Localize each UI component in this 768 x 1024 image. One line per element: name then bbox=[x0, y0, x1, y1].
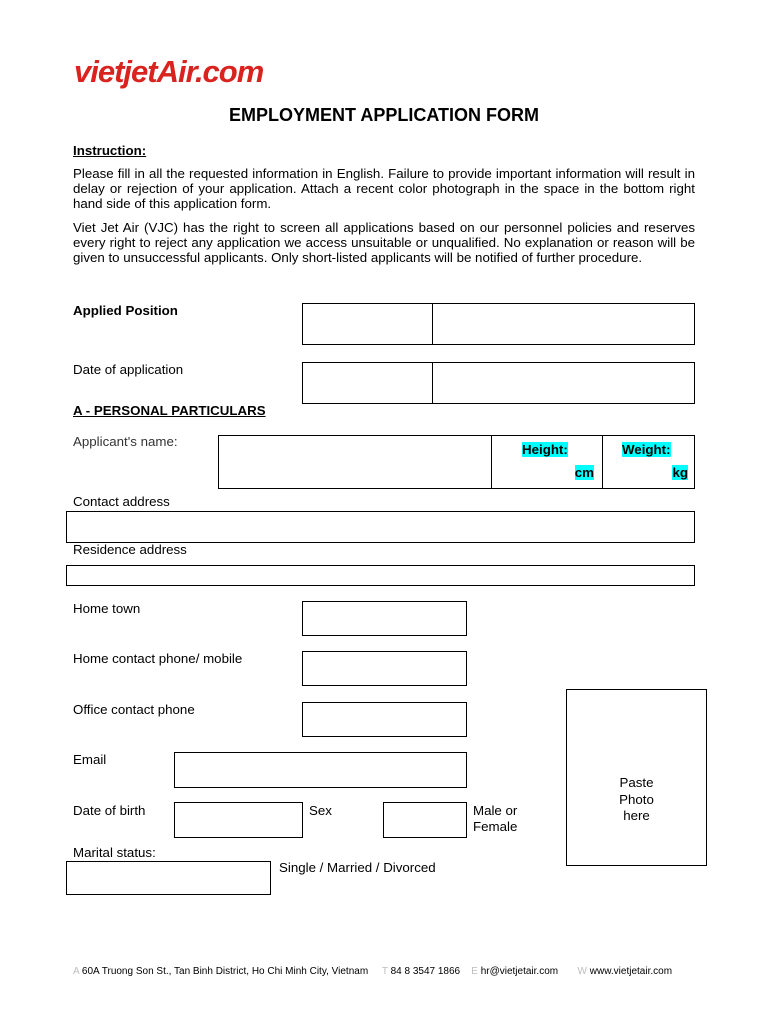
photo-box[interactable] bbox=[566, 689, 707, 866]
footer-phone-key: T bbox=[381, 966, 388, 977]
footer-address: 60A Truong Son St., Tan Binh District, Ho Chi Minh City, Vietnam bbox=[81, 966, 369, 977]
date-of-application-field-2[interactable] bbox=[432, 362, 695, 404]
home-phone-label: Home contact phone/ mobile bbox=[73, 651, 243, 666]
form-title: EMPLOYMENT APPLICATION FORM bbox=[229, 105, 539, 125]
cm-unit-label: cm bbox=[574, 465, 594, 480]
footer-email-key: E bbox=[471, 966, 478, 977]
office-phone-label: Office contact phone bbox=[73, 702, 195, 717]
photo-text-line-1: Paste bbox=[619, 775, 654, 790]
home-phone-field[interactable] bbox=[302, 651, 467, 686]
applied-position-label: Applied Position bbox=[73, 303, 178, 318]
marital-status-label: Marital status: bbox=[73, 845, 156, 860]
marital-status-options: Single / Married / Divorced bbox=[279, 860, 436, 875]
instruction-paragraph-1: Please fill in all the requested information in English. Failure to provide important information will result in delay or rejection of your application. Attach a recent color photograph in the space in the bottom right hand side of this application form. bbox=[73, 166, 695, 211]
residence-address-field[interactable] bbox=[66, 565, 695, 586]
email-field[interactable] bbox=[174, 752, 467, 788]
photo-text-line-2: Photo bbox=[619, 791, 654, 807]
weight-field[interactable] bbox=[602, 435, 695, 489]
date-of-application-field-1[interactable] bbox=[302, 362, 433, 404]
email-label: Email bbox=[73, 752, 107, 767]
date-of-application-label: Date of application bbox=[73, 362, 184, 377]
date-of-birth-field[interactable] bbox=[174, 802, 303, 838]
home-town-field[interactable] bbox=[302, 601, 467, 636]
height-label: Height: bbox=[522, 442, 568, 457]
footer-web[interactable]: www.vietjetair.com bbox=[589, 966, 673, 977]
applicant-name-label: Applicant's name: bbox=[73, 434, 178, 449]
applied-position-field[interactable] bbox=[432, 303, 695, 345]
sex-options-line-2: Female bbox=[473, 819, 518, 834]
sex-field[interactable] bbox=[383, 802, 467, 838]
contact-address-field[interactable] bbox=[66, 511, 695, 543]
home-town-label: Home town bbox=[73, 601, 141, 616]
footer-email[interactable]: hr@vietjetair.com bbox=[480, 966, 559, 977]
applied-position-code-field[interactable] bbox=[302, 303, 433, 345]
footer-phone: 84 8 3547 1866 bbox=[390, 966, 461, 977]
residence-address-label: Residence address bbox=[73, 542, 187, 557]
section-a-heading: A - PERSONAL PARTICULARS bbox=[73, 403, 266, 418]
sex-label: Sex bbox=[309, 803, 332, 818]
marital-status-field[interactable] bbox=[66, 861, 271, 895]
sex-options-line-1: Male or bbox=[473, 803, 518, 818]
instruction-paragraph-2: Viet Jet Air (VJC) has the right to screen all applications based on our personnel policies and reserves every right to reject any application we access unsuitable or unqualified. No explanation or reason will be given to unsuccessful applicants. Only short-listed applicants will be notified of further procedure. bbox=[73, 220, 695, 265]
applicant-name-field[interactable] bbox=[218, 435, 492, 489]
office-phone-field[interactable] bbox=[302, 702, 467, 737]
footer-web-key: W bbox=[577, 966, 587, 977]
weight-label: Weight: bbox=[622, 442, 671, 457]
instruction-heading: Instruction: bbox=[73, 143, 147, 158]
height-field[interactable] bbox=[491, 435, 603, 489]
footer-address-key: A bbox=[73, 966, 80, 977]
photo-text-line-3: here bbox=[623, 808, 650, 823]
vietjetair-logo: vietjetAir.com bbox=[74, 54, 264, 89]
kg-unit-label: kg bbox=[672, 465, 688, 480]
contact-address-label: Contact address bbox=[73, 494, 170, 509]
footer bbox=[73, 966, 672, 977]
date-of-birth-label: Date of birth bbox=[73, 803, 146, 818]
